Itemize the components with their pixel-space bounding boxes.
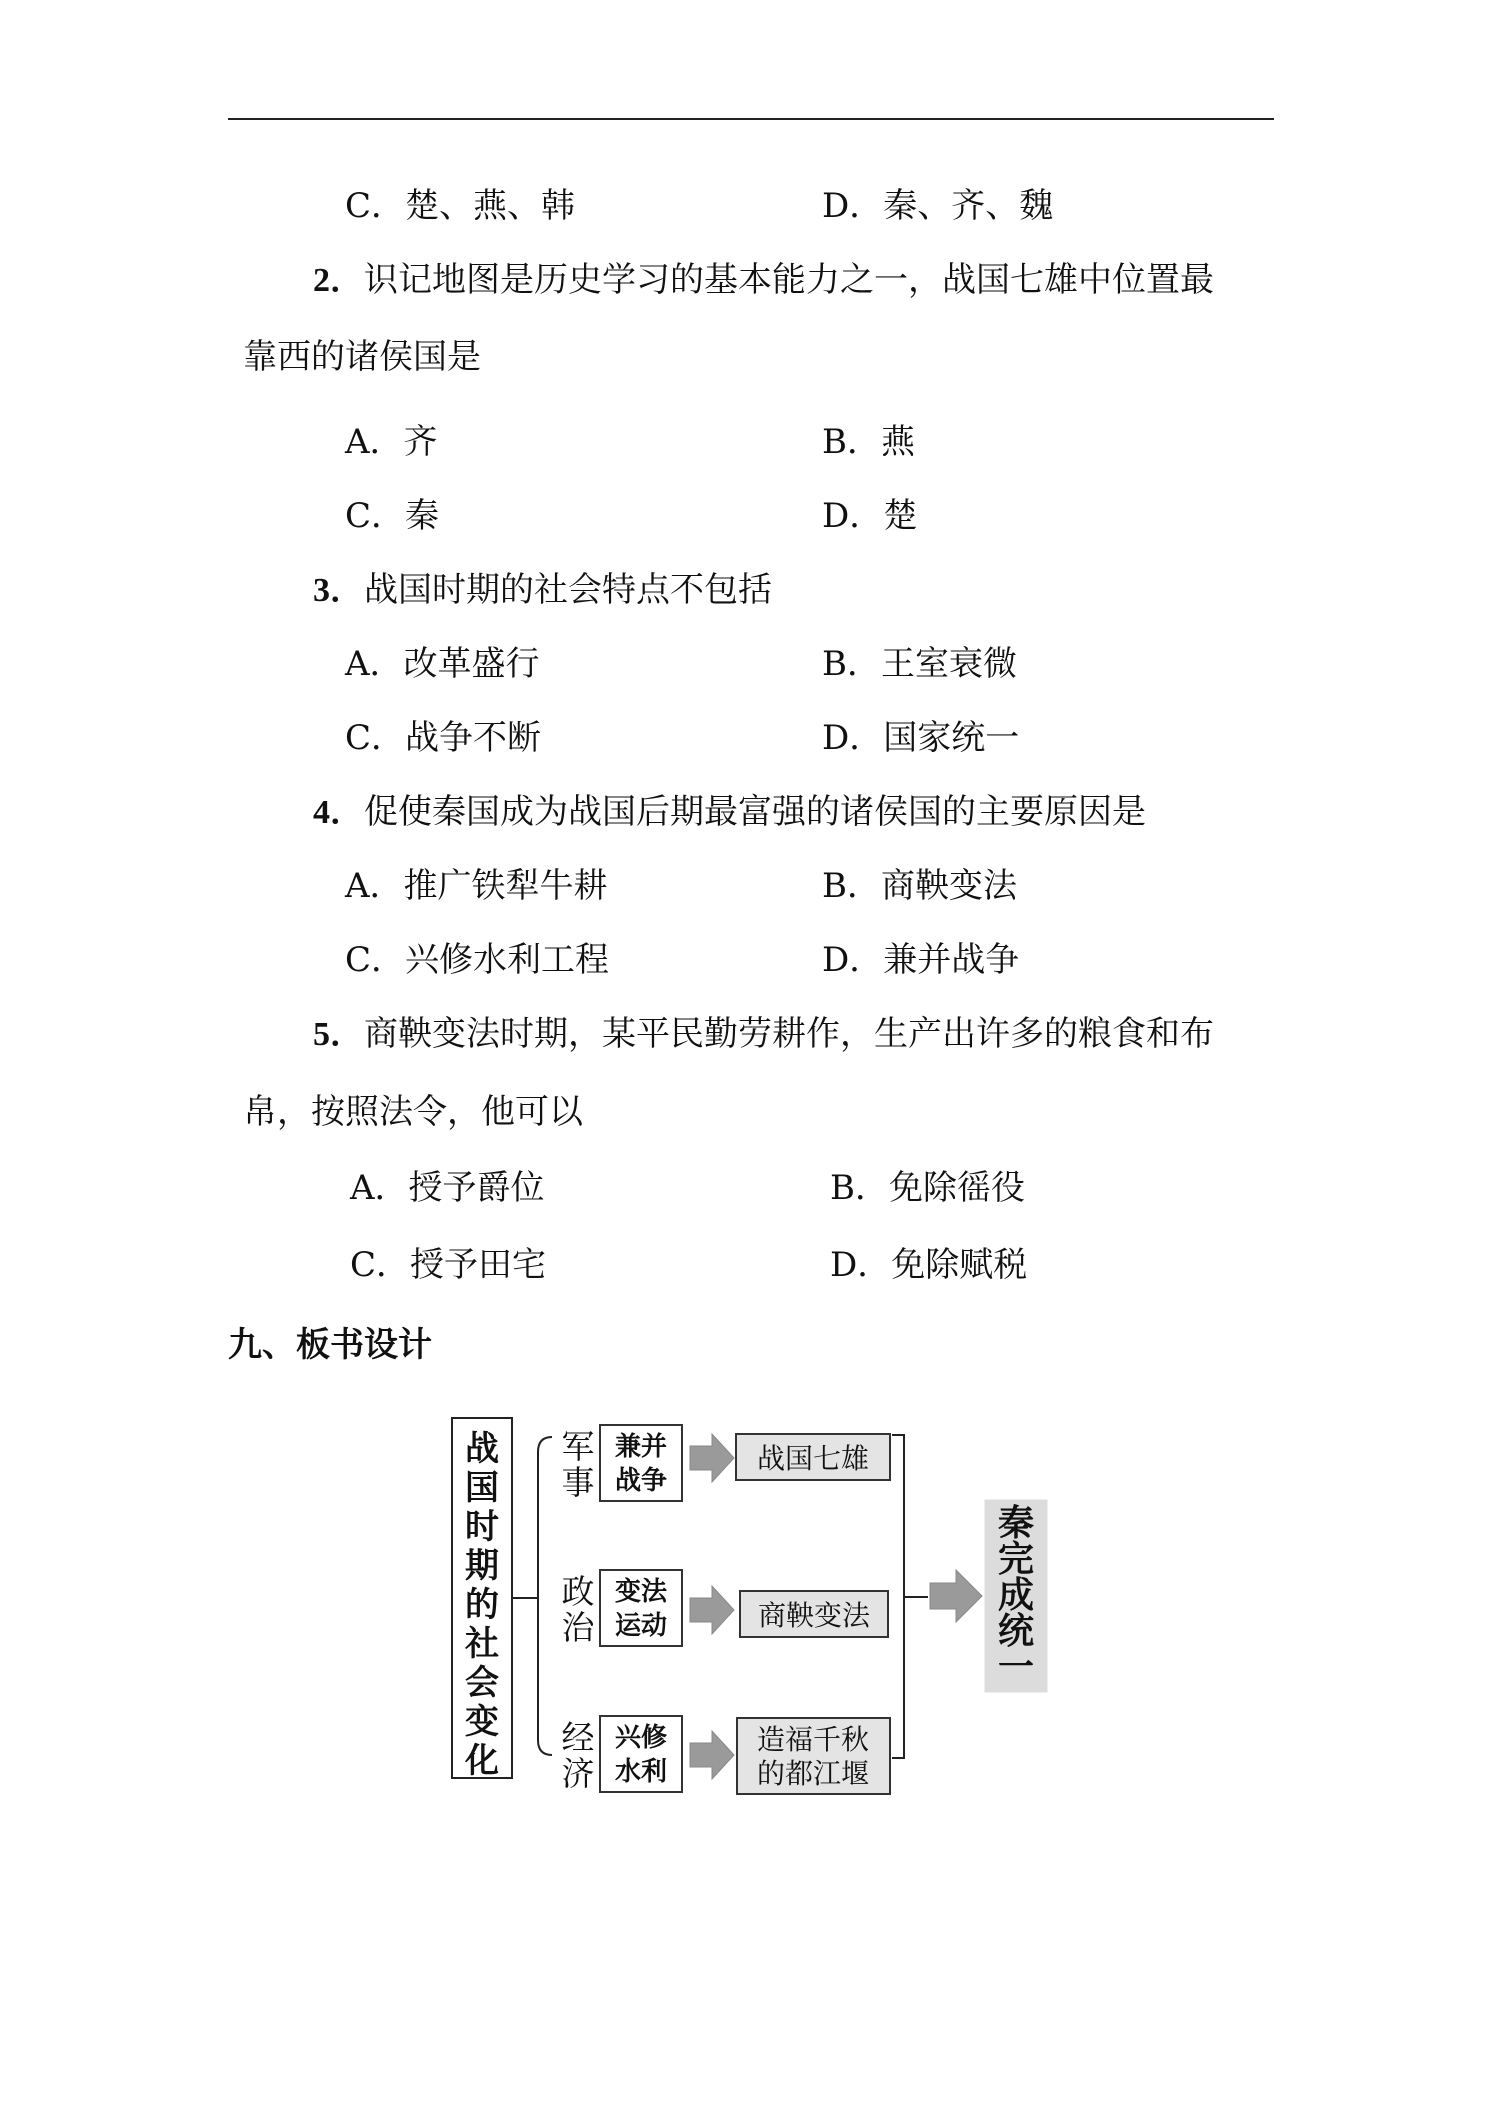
root-char: 期 [465, 1546, 499, 1586]
q5-option-d: D．免除赋税 [830, 1245, 1028, 1285]
q5-stem-line1: 商鞅变法时期，某平民勤劳耕作，生产出许多的粮食和布 [364, 1014, 1214, 1054]
outcome-char: 成 [997, 1575, 1035, 1616]
category-economy [562, 1718, 595, 1793]
q3-stem-line1: 战国时期的社会特点不包括 [364, 570, 772, 610]
outcome-char: 秦 [997, 1503, 1035, 1544]
main-bracket [538, 1437, 552, 1755]
q3-option-c: C．战争不断 [345, 718, 542, 758]
root-char: 化 [465, 1741, 499, 1781]
q2-option-d: D．楚 [822, 496, 918, 536]
q2-option-a: A．齐 [345, 422, 438, 462]
q4-option-d: D．兼并战争 [822, 940, 1020, 980]
middle-line: 兴修 [614, 1723, 668, 1753]
q5-option-c: C．授予田宅 [350, 1245, 547, 1285]
arrow-economy [690, 1731, 734, 1779]
root-char: 国 [465, 1468, 499, 1508]
category-char: 治 [561, 1608, 595, 1647]
root-text [464, 1429, 499, 1781]
outcome-char: 完 [997, 1539, 1035, 1580]
q2-stem-line1: 识记地图是历史学习的基本能力之一，战国七雄中位置最 [364, 260, 1214, 300]
category-char: 政 [561, 1572, 595, 1611]
outcome-char: 一 [997, 1647, 1035, 1688]
arrow-outcome [930, 1570, 982, 1622]
q3-option-a: A．改革盛行 [345, 644, 540, 684]
q2-option-c: C．秦 [345, 496, 440, 536]
category-military [562, 1427, 595, 1502]
outcome-text [998, 1503, 1034, 1688]
section-heading: 九、板书设计 [228, 1325, 432, 1365]
arrow-military [690, 1434, 734, 1482]
q3-option-b: B．王室衰微 [822, 644, 1017, 684]
outcome-char: 统 [997, 1611, 1035, 1652]
result-line: 战国七雄 [756, 1442, 870, 1475]
result-line: 造福千秋 [756, 1723, 870, 1756]
q5-stem-line2: 帛，按照法令，他可以 [243, 1092, 583, 1132]
q1-option-c: C．楚、燕、韩 [345, 186, 576, 226]
category-char: 事 [561, 1463, 595, 1502]
result-text-military [757, 1442, 869, 1475]
root-char: 社 [465, 1624, 499, 1664]
category-politics [562, 1572, 596, 1647]
right-bracket [892, 1435, 904, 1758]
result-line: 的都江堰 [756, 1757, 870, 1790]
result-text-politics [758, 1599, 871, 1632]
q4-number: 4． [313, 794, 364, 831]
root-char: 时 [465, 1507, 499, 1547]
result-text-economy [757, 1723, 869, 1790]
middle-line: 运动 [614, 1611, 668, 1641]
q5-option-a: A．授予爵位 [350, 1168, 545, 1208]
middle-line: 兼并 [614, 1432, 668, 1462]
result-line: 商鞅变法 [757, 1599, 871, 1632]
category-char: 军 [561, 1427, 595, 1466]
q2-stem-line2: 靠西的诸侯国是 [243, 337, 481, 377]
category-char: 经 [561, 1718, 595, 1757]
q3-number: 3． [313, 572, 364, 609]
category-char: 济 [561, 1754, 595, 1793]
root-char: 的 [465, 1585, 499, 1625]
root-char: 战 [465, 1429, 499, 1469]
middle-line: 战争 [614, 1466, 668, 1496]
q5-number: 5． [313, 1016, 364, 1053]
q2-option-b: B．燕 [822, 422, 915, 462]
middle-line: 变法 [614, 1577, 668, 1607]
q4-option-b: B．商鞅变法 [822, 866, 1017, 906]
q2-number: 2． [313, 262, 364, 299]
q4-stem-line1: 促使秦国成为战国后期最富强的诸侯国的主要原因是 [364, 792, 1146, 832]
q4-option-c: C．兴修水利工程 [345, 940, 610, 980]
q5-option-b: B．免除徭役 [830, 1168, 1025, 1208]
root-char: 会 [465, 1663, 499, 1703]
arrow-politics [690, 1586, 734, 1634]
middle-line: 水利 [614, 1757, 668, 1787]
q1-option-d: D．秦、齐、魏 [822, 186, 1054, 226]
q4-option-a: A．推广铁犁牛耕 [345, 866, 608, 906]
q3-option-d: D．国家统一 [822, 718, 1020, 758]
root-char: 变 [465, 1702, 499, 1742]
